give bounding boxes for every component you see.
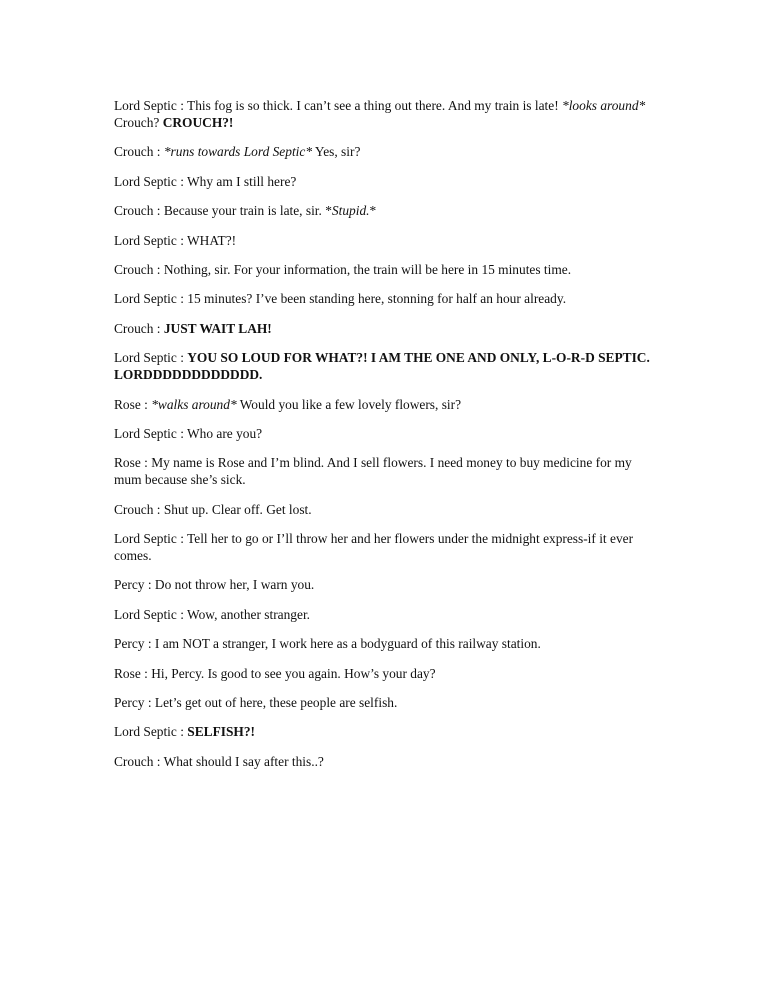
stage-direction: *looks around* bbox=[562, 98, 646, 113]
dialogue-line bbox=[114, 396, 654, 413]
dialogue-text: Lord Septic : bbox=[114, 350, 188, 366]
dialogue-line bbox=[114, 425, 654, 442]
dialogue-text: Lord Septic : Wow, another stranger. bbox=[114, 606, 311, 622]
dialogue-text: Percy : Let’s get out of here, these people are selfish. bbox=[114, 695, 398, 711]
dialogue-text: Lord Septic : Why am I still here? bbox=[114, 173, 297, 189]
dialogue-line bbox=[114, 290, 654, 307]
dialogue-line bbox=[114, 97, 654, 131]
dialogue-text: Crouch : What should I say after this..? bbox=[114, 753, 324, 769]
emphasized-text: JUST WAIT LAH! bbox=[163, 320, 272, 336]
dialogue-text: Crouch : Nothing, sir. For your information, the train will be here in 15 minutes time. bbox=[114, 261, 572, 277]
emphasized-text: CROUCH?! bbox=[162, 115, 234, 130]
dialogue-text: Crouch : Because your train is late, sir. * bbox=[114, 203, 332, 219]
dialogue-text: * bbox=[369, 203, 377, 219]
dialogue-line bbox=[114, 173, 654, 190]
dialogue-text: Would you like a few lovely flowers, sir? bbox=[236, 396, 462, 412]
dialogue-text: Percy : I am NOT a stranger, I work here as a bodyguard of this railway station. bbox=[114, 636, 541, 652]
dialogue-line bbox=[114, 530, 654, 564]
dialogue-text: Lord Septic : Who are you? bbox=[114, 425, 263, 441]
dialogue-text: Lord Septic : This fog is so thick. I can’t see a thing out there. And my train is late! bbox=[114, 98, 563, 113]
dialogue-text: Yes, sir? bbox=[312, 144, 361, 160]
emphasized-text: YOU SO LOUD FOR WHAT?! I AM THE ONE AND ONLY, L-O-R-D SEPTIC. LORDDDDDDDDDDDD. bbox=[114, 350, 650, 383]
dialogue-text: Lord Septic : bbox=[114, 724, 188, 740]
dialogue-line bbox=[114, 694, 654, 711]
stage-direction: *walks around* bbox=[151, 396, 237, 412]
dialogue-text: Rose : My name is Rose and I’m blind. And I sell flowers. I need money to buy medicine for my mum because she’s sick. bbox=[114, 455, 632, 488]
dialogue-text: Lord Septic : WHAT?! bbox=[114, 232, 237, 248]
dialogue-text: Rose : bbox=[114, 396, 152, 412]
dialogue-line bbox=[114, 202, 654, 219]
dialogue-line bbox=[114, 665, 654, 682]
dialogue-text: Crouch : Shut up. Clear off. Get lost. bbox=[114, 501, 312, 517]
dialogue-line bbox=[114, 635, 654, 652]
dialogue-line bbox=[114, 454, 654, 488]
dialogue-line bbox=[114, 501, 654, 518]
dialogue-text: Crouch : bbox=[114, 320, 164, 336]
dialogue-line bbox=[114, 232, 654, 249]
dialogue-text: Lord Septic : Tell her to go or I’ll throw her and her flowers under the midnight express-if it ever comes. bbox=[114, 531, 634, 564]
play-script bbox=[114, 97, 654, 782]
dialogue-line bbox=[114, 723, 654, 740]
stage-direction: *runs towards Lord Septic* bbox=[163, 144, 313, 160]
dialogue-line bbox=[114, 576, 654, 593]
dialogue-line bbox=[114, 753, 654, 770]
dialogue-text: Crouch? bbox=[114, 115, 163, 130]
dialogue-text: Lord Septic : 15 minutes? I’ve been standing here, stonning for half an hour already. bbox=[114, 291, 567, 307]
dialogue-line bbox=[114, 606, 654, 623]
dialogue-text: Rose : Hi, Percy. Is good to see you again. How’s your day? bbox=[114, 665, 436, 681]
emphasized-text: SELFISH?! bbox=[187, 724, 255, 740]
stage-direction: Stupid. bbox=[331, 203, 370, 219]
dialogue-line bbox=[114, 261, 654, 278]
dialogue-line bbox=[114, 320, 654, 337]
dialogue-text: Percy : Do not throw her, I warn you. bbox=[114, 577, 315, 593]
dialogue-text: Crouch : bbox=[114, 144, 164, 160]
dialogue-line bbox=[114, 349, 654, 383]
dialogue-line bbox=[114, 143, 654, 160]
